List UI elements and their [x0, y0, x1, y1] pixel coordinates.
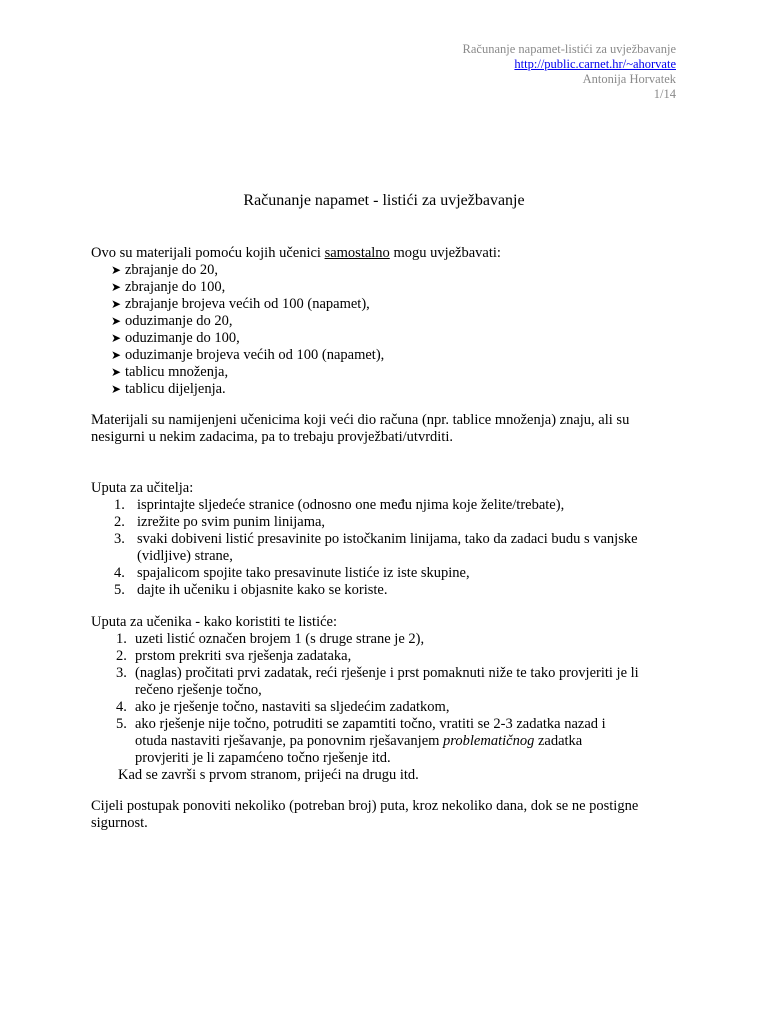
list-item: ➤ tablicu množenja, — [111, 364, 229, 380]
list-item: ➤ oduzimanje do 20, — [111, 313, 233, 329]
list-item: ➤ oduzimanje brojeva većih od 100 (napamet), — [111, 347, 385, 363]
list-item: 2. prstom prekriti sva rješenja zadataka, — [116, 648, 352, 664]
header-author: Antonija Horvatek — [582, 72, 676, 86]
list-item: 5. dajte ih učeniku i objasnite kako se koriste. — [114, 582, 388, 598]
list-item: 3. svaki dobiveni listić presavinite po istočkanim linijama, tako da zadaci budu s vanjske (vidljive) strane, — [114, 531, 638, 564]
intro-emphasis: samostalno — [324, 245, 390, 261]
arrow-bullet-icon: ➤ — [111, 314, 122, 328]
student-instructions — [91, 614, 691, 784]
arrow-bullet-icon: ➤ — [111, 280, 122, 294]
arrow-bullet-icon: ➤ — [111, 382, 122, 396]
target-audience-paragraph: Materijali su namijenjeni učenicima koji veći dio računa (npr. tablice množenja) znaju, ali su nesigurni u nekim zadacima, pa to trebaju provježbati/utvrditi. — [91, 412, 630, 445]
arrow-bullet-icon: ➤ — [111, 263, 122, 277]
list-item: 1. uzeti listić označen brojem 1 (s druge strane je 2), — [116, 631, 425, 647]
list-item: 2. izrežite po svim punim linijama, — [114, 514, 326, 530]
header-document-title: Računanje napamet-listići za uvježbavanje — [462, 42, 676, 56]
final-paragraph: Cijeli postupak ponoviti nekoliko (potreban broj) puta, kroz nekoliko dana, dok se ne postigne sigurnost. — [91, 798, 639, 831]
list-item: ➤ zbrajanje brojeva većih od 100 (napamet), — [111, 296, 370, 312]
arrow-bullet-icon: ➤ — [111, 331, 122, 345]
student-heading: Uputa za učenika - kako koristiti te listiće: — [91, 614, 338, 630]
teacher-steps-list — [91, 497, 691, 599]
student-closing-line: Kad se završi s prvom stranom, prijeći na drugu itd. — [118, 767, 419, 783]
intro-section — [91, 245, 691, 398]
document-title: Računanje napamet - listići za uvježbavanje — [243, 192, 525, 209]
arrow-bullet-icon: ➤ — [111, 365, 122, 379]
page-header — [463, 42, 676, 102]
list-item: ➤ oduzimanje do 100, — [111, 330, 240, 346]
list-item: 4. spajalicom spojite tako presavinute listiće iz iste skupine, — [114, 565, 470, 581]
student-steps-list — [91, 631, 691, 767]
header-url-link[interactable]: http://public.carnet.hr/~ahorvate — [514, 57, 676, 71]
list-item: 5. ako rješenje nije točno, potruditi se zapamtiti točno, vratiti se 2-3 zadatka nazad i otuda nastaviti rješavanje, pa ponovnim rješavanjem problematičnog zadatka provjeriti je li zapamćeno točno rješenje itd. — [116, 716, 606, 766]
list-item: 3. (naglas) pročitati prvi zadatak, reći rješenje i prst pomaknuti niže te tako provjeriti je li rečeno rješenje točno, — [116, 665, 639, 698]
header-page-number: 1/14 — [653, 87, 676, 101]
arrow-bullet-icon: ➤ — [111, 348, 122, 362]
list-item: ➤ zbrajanje do 100, — [111, 279, 226, 295]
list-item: ➤ tablicu dijeljenja. — [111, 381, 226, 397]
teacher-instructions — [91, 480, 691, 599]
list-item: 4. ako je rješenje točno, nastaviti sa sljedećim zadatkom, — [116, 699, 450, 715]
arrow-bullet-icon: ➤ — [111, 297, 122, 311]
list-item: 1. isprintajte sljedeće stranice (odnosno one među njima koje želite/trebate), — [114, 497, 565, 513]
italic-emphasis: problematičnog — [443, 733, 535, 749]
teacher-heading: Uputa za učitelja: — [91, 480, 194, 496]
intro-sentence: Ovo su materijali pomoću kojih učenici samostalno mogu uvježbavati: — [91, 245, 501, 261]
skills-list — [91, 262, 691, 398]
list-item: ➤ zbrajanje do 20, — [111, 262, 219, 278]
